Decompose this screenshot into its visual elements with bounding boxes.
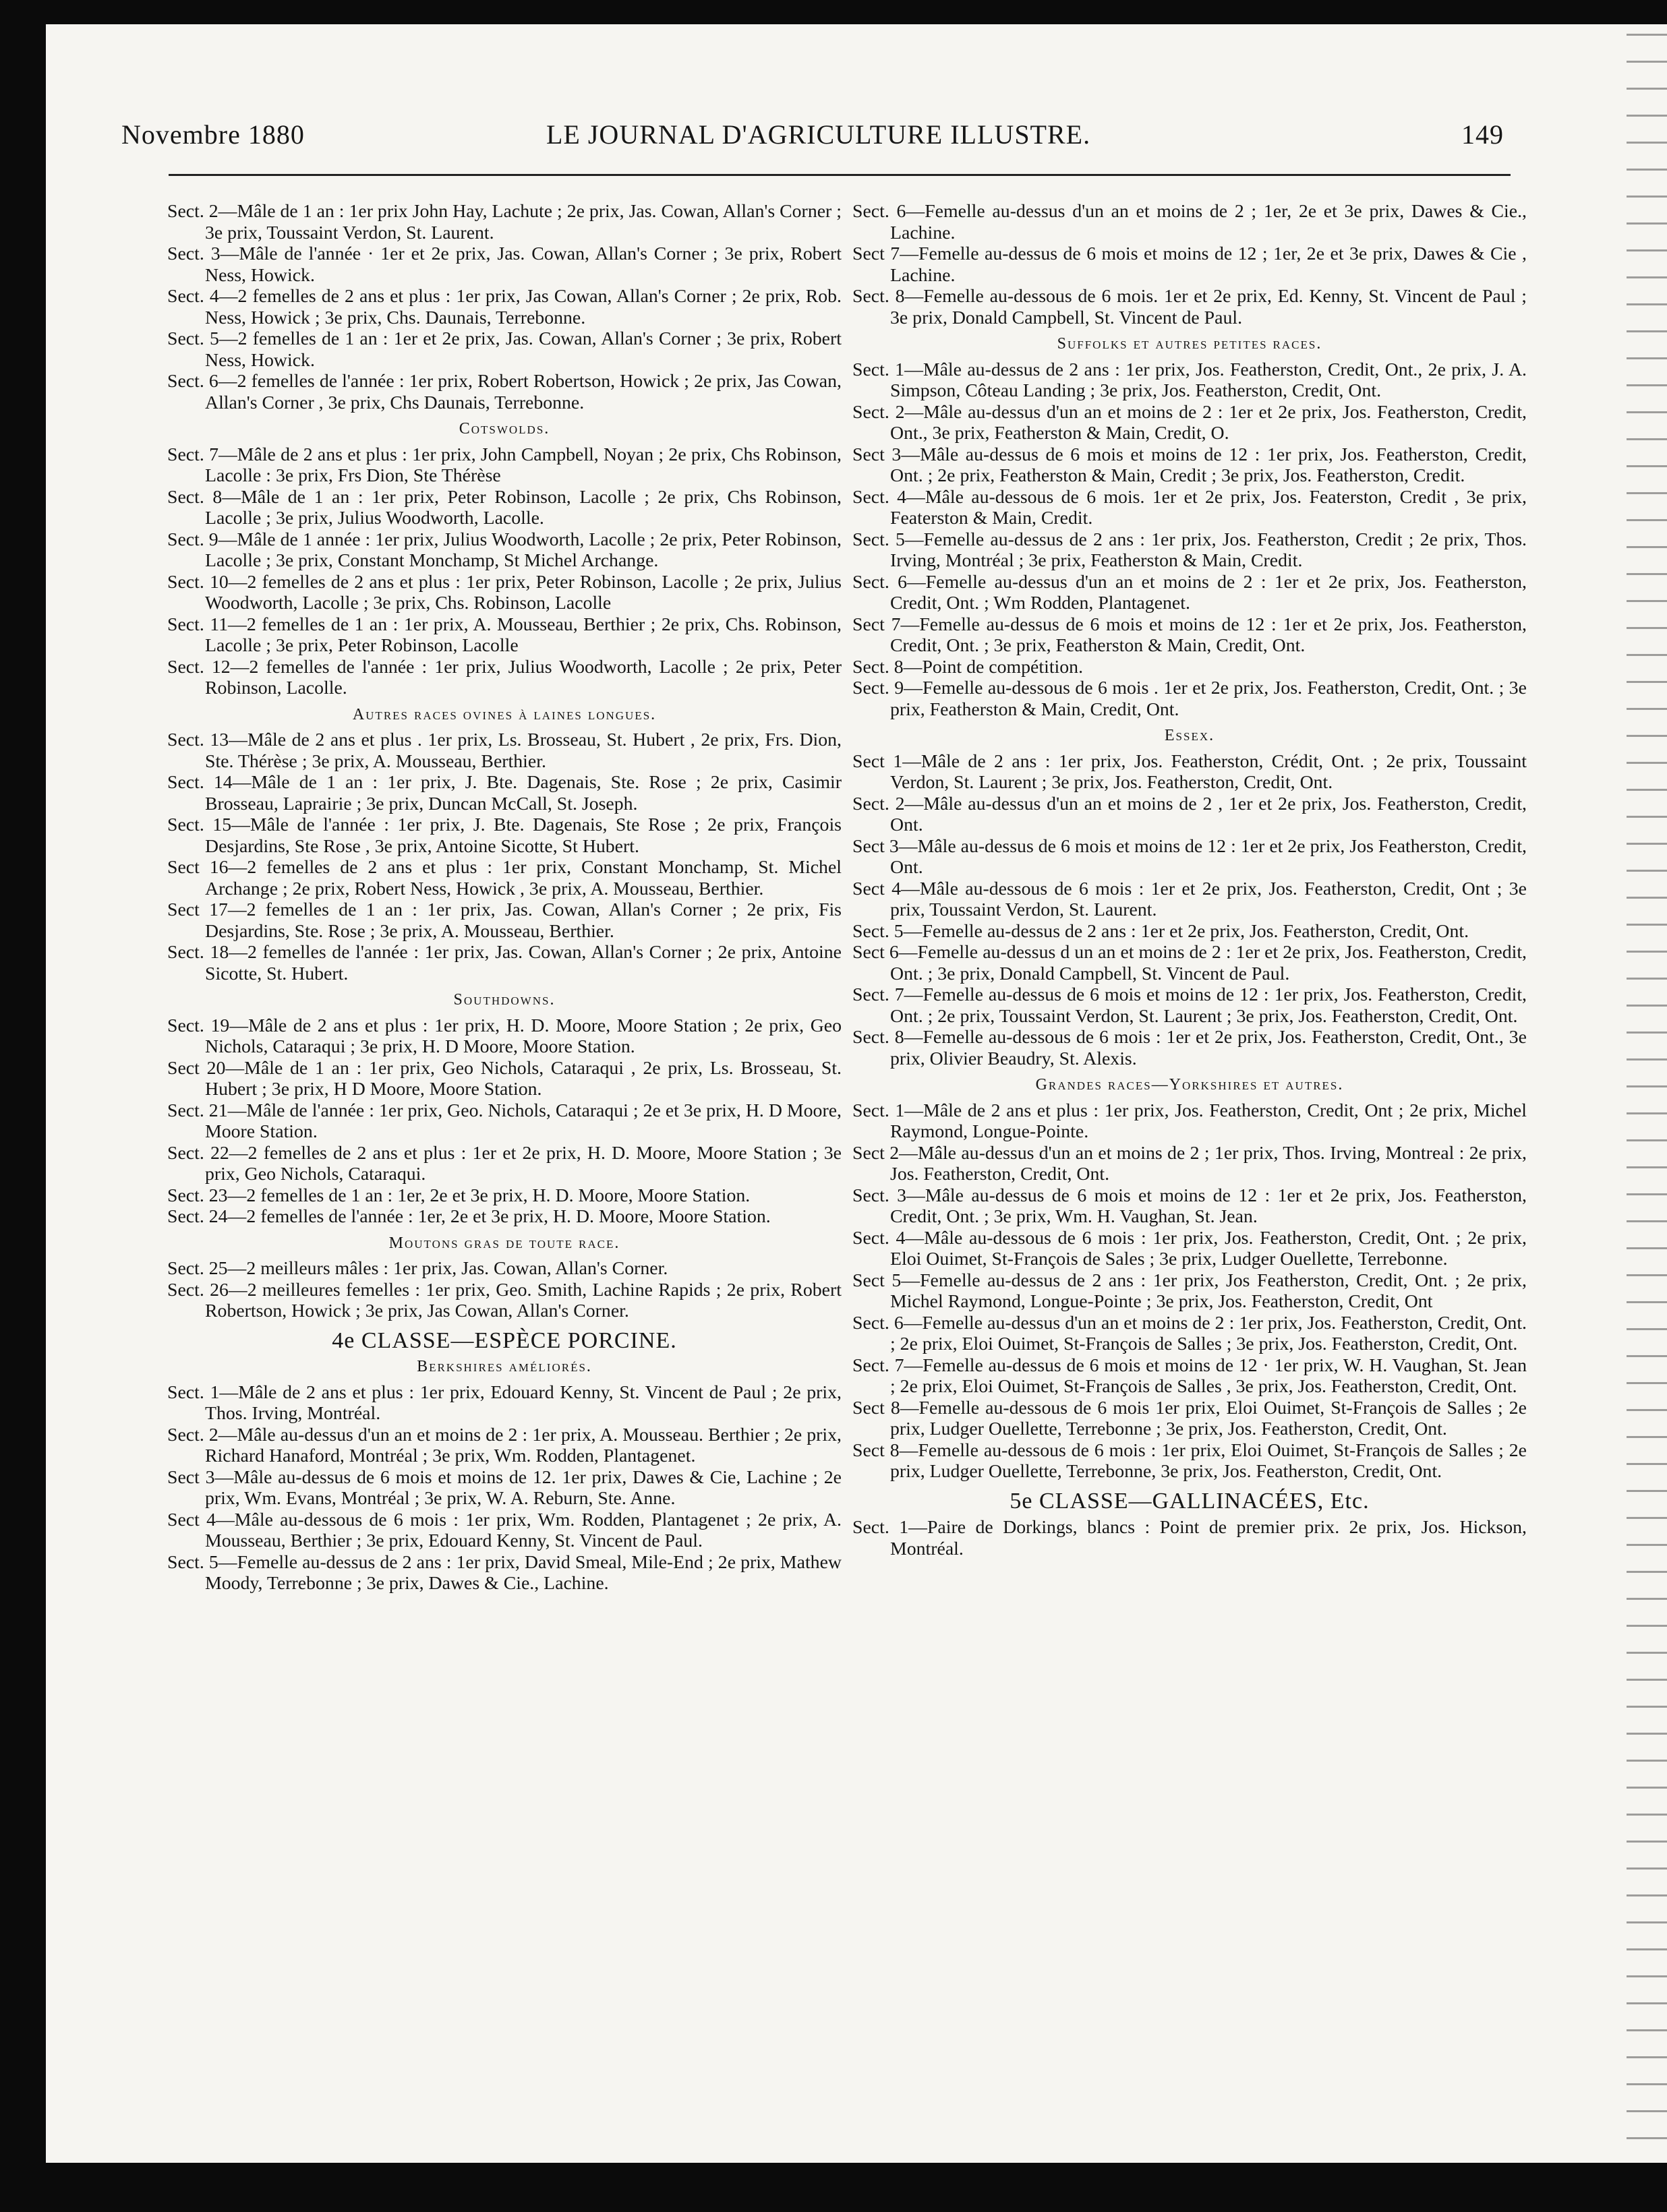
prize-entry: Sect. 9—Femelle au-dessous de 6 mois . 1er et 2e prix, Jos. Featherston, Credit, Ont. ; 3e prix, Featherston & Main, Credit, Ont. bbox=[852, 678, 1527, 720]
prize-entry: Sect. 10—2 femelles de 2 ans et plus : 1er prix, Peter Robinson, Lacolle ; 2e prix, Julius Woodworth, Lacolle ; 3e prix, Chs. Robinson, Lacolle bbox=[167, 571, 842, 614]
prize-entry: Sect 3—Mâle au-dessus de 6 mois et moins de 12. 1er prix, Dawes & Cie, Lachine ; 2e prix, Wm. Evans, Montréal ; 3e prix, W. A. Reburn, Ste. Anne. bbox=[167, 1466, 842, 1509]
section-heading: Berkshires améliorés. bbox=[417, 1358, 592, 1375]
prize-entry: Sect. 1—Paire de Dorkings, blancs : Point de premier prix. 2e prix, Jos. Hickson, Montréal. bbox=[852, 1517, 1527, 1559]
prize-entry: Sect. 13—Mâle de 2 ans et plus . 1er prix, Ls. Brosseau, St. Hubert , 2e prix, Frs. Dion, Ste. Thérèse ; 3e prix, A. Mousseau, Berthier. bbox=[167, 729, 842, 772]
prize-entry: Sect. 18—2 femelles de l'année : 1er prix, Jas. Cowan, Allan's Corner ; 2e prix, Antoine Sicotte, St. Hubert. bbox=[167, 942, 842, 984]
prize-entry: Sect. 7—Femelle au-dessus de 6 mois et moins de 12 · 1er prix, W. H. Vaughan, St. Jean ; 2e prix, Eloi Ouimet, St-François de Salles , 3e prix, Jos. Featherston, Credit, Ont. bbox=[852, 1354, 1527, 1397]
prize-entry: Sect. 22—2 femelles de 2 ans et plus : 1er et 2e prix, H. D. Moore, Moore Station ; 3e prix, Geo Nichols, Cataraqui. bbox=[167, 1142, 842, 1185]
prize-entry: Sect. 23—2 femelles de 1 an : 1er, 2e et 3e prix, H. D. Moore, Moore Station. bbox=[167, 1185, 751, 1206]
prize-entry: Sect. 15—Mâle de l'année : 1er prix, J. Bte. Dagenais, Ste Rose ; 2e prix, François Desjardins, Ste Rose , 3e prix, Antoine Sicotte, St Hubert. bbox=[167, 814, 842, 857]
prize-entry: Sect 3—Mâle au-dessus de 6 mois et moins de 12 : 1er prix, Jos. Featherston, Credit, Ont. ; 2e prix, Featherston & Main, Credit ; 3e prix, Jos. Featherston, Credit. bbox=[852, 444, 1527, 486]
prize-entry: Sect. 11—2 femelles de 1 an : 1er prix, A. Mousseau, Berthier ; 2e prix, Chs. Robinson, Lacolle ; 3e prix, Peter Robinson, Lacolle bbox=[167, 614, 842, 656]
section-heading: Cotswolds. bbox=[459, 420, 550, 438]
prize-entry: Sect. 8—Mâle de 1 an : 1er prix, Peter Robinson, Lacolle ; 2e prix, Chs Robinson, Lacolle ; 3e prix, Julius Woodworth, Lacolle. bbox=[167, 486, 842, 529]
prize-entry: Sect 20—Mâle de 1 an : 1er prix, Geo Nichols, Cataraqui , 2e prix, Ls. Brosseau, St. Hubert ; 3e prix, H D Moore, Moore Station. bbox=[167, 1057, 842, 1100]
page-header bbox=[121, 119, 1504, 159]
prize-entry: Sect. 25—2 meilleurs mâles : 1er prix, Jas. Cowan, Allan's Corner. bbox=[167, 1258, 668, 1279]
issue-date: Novembre 1880 bbox=[121, 119, 305, 150]
prize-entry: Sect. 3—Mâle de l'année · 1er et 2e prix, Jas. Cowan, Allan's Corner ; 3e prix, Robert Ness, Howick. bbox=[167, 243, 842, 286]
journal-title: LE JOURNAL D'AGRICULTURE ILLUSTRE. bbox=[546, 119, 1091, 150]
section-heading: Autres races ovines à laines longues. bbox=[352, 705, 657, 723]
prize-entry: Sect 2—Mâle au-dessus d'un an et moins de 2 ; 1er prix, Thos. Irving, Montreal : 2e prix, Jos. Featherston, Credit, Ont. bbox=[852, 1142, 1527, 1185]
prize-entry: Sect 7—Femelle au-dessus de 6 mois et moins de 12 : 1er et 2e prix, Jos. Featherston, Credit, Ont. ; 3e prix, Featherston & Main, Credit, Ont. bbox=[852, 614, 1527, 656]
prize-entry: Sect. 2—Mâle de 1 an : 1er prix John Hay, Lachute ; 2e prix, Jas. Cowan, Allan's Corner ; 3e prix, Toussaint Verdon, St. Laurent. bbox=[167, 201, 842, 243]
prize-entry: Sect 4—Mâle au-dessous de 6 mois : 1er et 2e prix, Jos. Featherston, Credit, Ont ; 3e prix, Toussaint Verdon, St. Laurent. bbox=[852, 878, 1527, 920]
header-rule bbox=[169, 174, 1511, 176]
prize-entry: Sect 17—2 femelles de 1 an : 1er prix, Jas. Cowan, Allan's Corner ; 2e prix, Fis Desjardins, Ste. Rose ; 3e prix, A. Mousseau, Berthier. bbox=[167, 899, 842, 942]
prize-entry: Sect. 5—2 femelles de 1 an : 1er et 2e prix, Jas. Cowan, Allan's Corner ; 3e prix, Robert Ness, Howick. bbox=[167, 328, 842, 371]
section-heading: Moutons gras de toute race. bbox=[388, 1234, 620, 1252]
prize-entry: Sect. 7—Mâle de 2 ans et plus : 1er prix, John Campbell, Noyan ; 2e prix, Chs Robinson, Lacolle : 3e prix, Frs Dion, Ste Thérèse bbox=[167, 444, 842, 486]
prize-entry: Sect. 5—Femelle au-dessus de 2 ans : 1er prix, Jos. Featherston, Credit ; 2e prix, Thos. Irving, Montréal ; 3e prix, Featherston & Main, Credit. bbox=[852, 529, 1527, 571]
section-heading: Essex. bbox=[1164, 727, 1215, 744]
prize-entry: Sect. 8—Femelle au-dessous de 6 mois. 1er et 2e prix, Ed. Kenny, St. Vincent de Paul ; 3e prix, Donald Campbell, St. Vincent de Paul. bbox=[852, 286, 1527, 328]
prize-entry: Sect. 14—Mâle de 1 an : 1er prix, J. Bte. Dagenais, Ste. Rose ; 2e prix, Casimir Brosseau, Laprairie ; 3e prix, Duncan McCall, St. Joseph. bbox=[167, 772, 842, 814]
prize-entry: Sect. 3—Mâle au-dessus de 6 mois et moins de 12 : 1er et 2e prix, Jos. Featherston, Credit, Ont. ; 3e prix, Wm. H. Vaughan, St. Jean. bbox=[852, 1185, 1527, 1227]
scan-border-top bbox=[0, 0, 1667, 24]
prize-entry: Sect. 1—Mâle de 2 ans et plus : 1er prix, Edouard Kenny, St. Vincent de Paul ; 2e prix, Thos. Irving, Montréal. bbox=[167, 1381, 842, 1424]
prize-entry: Sect. 6—Femelle au-dessus d'un an et moins de 2 ; 1er, 2e et 3e prix, Dawes & Cie., Lachine. bbox=[852, 201, 1527, 243]
prize-entry: Sect. 26—2 meilleures femelles : 1er prix, Geo. Smith, Lachine Rapids ; 2e prix, Robert Robertson, Howick ; 3e prix, Jas Cowan, Allan's Corner. bbox=[167, 1279, 842, 1321]
prize-entry: Sect. 9—Mâle de 1 année : 1er prix, Julius Woodworth, Lacolle ; 2e prix, Peter Robinson, Lacolle ; 3e prix, Constant Monchamp, St Michel Archange. bbox=[167, 529, 842, 571]
prize-entry: Sect. 7—Femelle au-dessus de 6 mois et moins de 12 : 1er prix, Jos. Featherston, Credit, Ont. ; 2e prix, Toussaint Verdon, St. Laurent ; 3e prix, Jos. Featherston, Credit, Ont. bbox=[852, 984, 1527, 1027]
prize-entry: Sect. 12—2 femelles de l'année : 1er prix, Julius Woodworth, Lacolle ; 2e prix, Peter Robinson, Lacolle. bbox=[167, 656, 842, 698]
section-heading: 4e CLASSE—ESPÈCE PORCINE. bbox=[332, 1327, 677, 1353]
prize-entry: Sect 6—Femelle au-dessus d un an et moins de 2 : 1er et 2e prix, Jos. Featherston, Credit, Ont. ; 3e prix, Donald Campbell, St. Vincent de Paul. bbox=[852, 942, 1527, 984]
prize-entry: Sect 3—Mâle au-dessus de 6 mois et moins de 12 : 1er et 2e prix, Jos Featherston, Credit, Ont. bbox=[852, 835, 1527, 878]
prize-entry: Sect. 21—Mâle de l'année : 1er prix, Geo. Nichols, Cataraqui ; 2e et 3e prix, H. D Moore, Moore Station. bbox=[167, 1100, 842, 1142]
scan-border-bottom bbox=[0, 2163, 1667, 2212]
section-heading: Suffolks et autres petites races. bbox=[1057, 335, 1322, 353]
prize-entry: Sect 7—Femelle au-dessus de 6 mois et moins de 12 ; 1er, 2e et 3e prix, Dawes & Cie , Lachine. bbox=[852, 243, 1527, 286]
right-column bbox=[852, 201, 1527, 1559]
section-heading: Southdowns. bbox=[453, 991, 556, 1009]
page-number: 149 bbox=[1461, 119, 1504, 150]
scan-edge-right bbox=[1627, 24, 1667, 2163]
section-heading: Grandes races—Yorkshires et autres. bbox=[1035, 1076, 1344, 1094]
prize-entry: Sect. 6—Femelle au-dessus d'un an et moins de 2 : 1er et 2e prix, Jos. Featherston, Credit, Ont. ; Wm Rodden, Plantagenet. bbox=[852, 571, 1527, 614]
section-heading: 5e CLASSE—GALLINACÉES, Etc. bbox=[1010, 1488, 1370, 1514]
prize-entry: Sect 8—Femelle au-dessous de 6 mois : 1er prix, Eloi Ouimet, St-François de Salles ; 2e prix, Ludger Ouellette, Terrebonne, 3e prix, Jos. Featherston, Credit, Ont. bbox=[852, 1439, 1527, 1482]
prize-entry: Sect. 1—Mâle au-dessus de 2 ans : 1er prix, Jos. Featherston, Credit, Ont., 2e prix, J. A. Simpson, Côteau Landing ; 3e prix, Jos. Featherston, Credit, Ont. bbox=[852, 359, 1527, 401]
prize-entry: Sect. 8—Femelle au-dessous de 6 mois : 1er et 2e prix, Jos. Featherston, Credit, Ont., 3e prix, Olivier Beaudry, St. Alexis. bbox=[852, 1027, 1527, 1069]
prize-entry: Sect. 4—2 femelles de 2 ans et plus : 1er prix, Jas Cowan, Allan's Corner ; 2e prix, Rob. Ness, Howick ; 3e prix, Chs. Daunais, Terrebonne. bbox=[167, 286, 842, 328]
prize-entry: Sect. 24—2 femelles de l'année : 1er, 2e et 3e prix, H. D. Moore, Moore Station. bbox=[167, 1206, 771, 1227]
prize-entry: Sect. 5—Femelle au-dessus de 2 ans : 1er prix, David Smeal, Mile-End ; 2e prix, Mathew Moody, Terrebonne ; 3e prix, Dawes & Cie., Lachine. bbox=[167, 1551, 842, 1594]
prize-entry: Sect 16—2 femelles de 2 ans et plus : 1er prix, Constant Monchamp, St. Michel Archange ; 2e prix, Robert Ness, Howick , 3e prix, A. Mousseau, Berthier. bbox=[167, 857, 842, 899]
prize-entry: Sect 4—Mâle au-dessous de 6 mois : 1er prix, Wm. Rodden, Plantagenet ; 2e prix, A. Mousseau, Berthier ; 3e prix, Edouard Kenny, St. Vincent de Paul. bbox=[167, 1509, 842, 1551]
prize-entry: Sect. 5—Femelle au-dessus de 2 ans : 1er et 2e prix, Jos. Featherston, Credit, Ont. bbox=[852, 920, 1469, 942]
prize-entry: Sect. 2—Mâle au-dessus d'un an et moins de 2 , 1er et 2e prix, Jos. Featherston, Credit, Ont. bbox=[852, 793, 1527, 835]
prize-entry: Sect. 2—Mâle au-dessus d'un an et moins de 2 : 1er et 2e prix, Jos. Featherston, Credit, Ont., 3e prix, Featherston & Main, Credit, O. bbox=[852, 401, 1527, 444]
left-column bbox=[167, 201, 842, 1594]
prize-entry: Sect. 6—2 femelles de l'année : 1er prix, Robert Robertson, Howick ; 2e prix, Jas Cowan, Allan's Corner , 3e prix, Chs Daunais, Terrebonne. bbox=[167, 371, 842, 413]
prize-entry: Sect. 1—Mâle de 2 ans et plus : 1er prix, Jos. Featherston, Credit, Ont ; 2e prix, Michel Raymond, Longue-Pointe. bbox=[852, 1100, 1527, 1142]
prize-entry: Sect. 4—Mâle au-dessous de 6 mois. 1er et 2e prix, Jos. Featerston, Credit , 3e prix, Featerston & Main, Credit. bbox=[852, 486, 1527, 529]
prize-entry: Sect 1—Mâle de 2 ans : 1er prix, Jos. Featherston, Crédit, Ont. ; 2e prix, Toussaint Verdon, St. Laurent ; 3e prix, Jos. Featherston, Credit, Ont. bbox=[852, 750, 1527, 793]
prize-entry: Sect. 4—Mâle au-dessous de 6 mois : 1er prix, Jos. Featherston, Credit, Ont. ; 2e prix, Eloi Ouimet, St-François de Sales ; 3e prix, Ludger Ouellette, Terrebonne. bbox=[852, 1227, 1527, 1269]
scan-border-left bbox=[0, 0, 46, 2212]
prize-entry: Sect. 2—Mâle au-dessus d'un an et moins de 2 : 1er prix, A. Mousseau. Berthier ; 2e prix, Richard Hanaford, Montréal ; 3e prix, Wm. Rodden, Plantagenet. bbox=[167, 1424, 842, 1466]
prize-entry: Sect 5—Femelle au-dessus de 2 ans : 1er prix, Jos Featherston, Credit, Ont. ; 2e prix, Michel Raymond, Longue-Pointe ; 3e prix, Jos. Featherston, Credit, Ont bbox=[852, 1269, 1527, 1312]
prize-entry: Sect. 19—Mâle de 2 ans et plus : 1er prix, H. D. Moore, Moore Station ; 2e prix, Geo Nichols, Cataraqui ; 3e prix, H. D Moore, Moore Station. bbox=[167, 1015, 842, 1057]
prize-entry: Sect. 6—Femelle au-dessus d'un an et moins de 2 : 1er prix, Jos. Featherston, Credit, Ont. ; 2e prix, Eloi Ouimet, St-François de Salles ; 3e prix, Jos. Featherston, Credit, Ont. bbox=[852, 1312, 1527, 1354]
prize-entry: Sect. 8—Point de compétition. bbox=[852, 656, 1084, 678]
prize-entry: Sect 8—Femelle au-dessous de 6 mois 1er prix, Eloi Ouimet, St-François de Salles ; 2e prix, Ludger Ouellette, Terrebonne ; 3e prix, Jos. Featherston, Credit, Ont. bbox=[852, 1397, 1527, 1439]
